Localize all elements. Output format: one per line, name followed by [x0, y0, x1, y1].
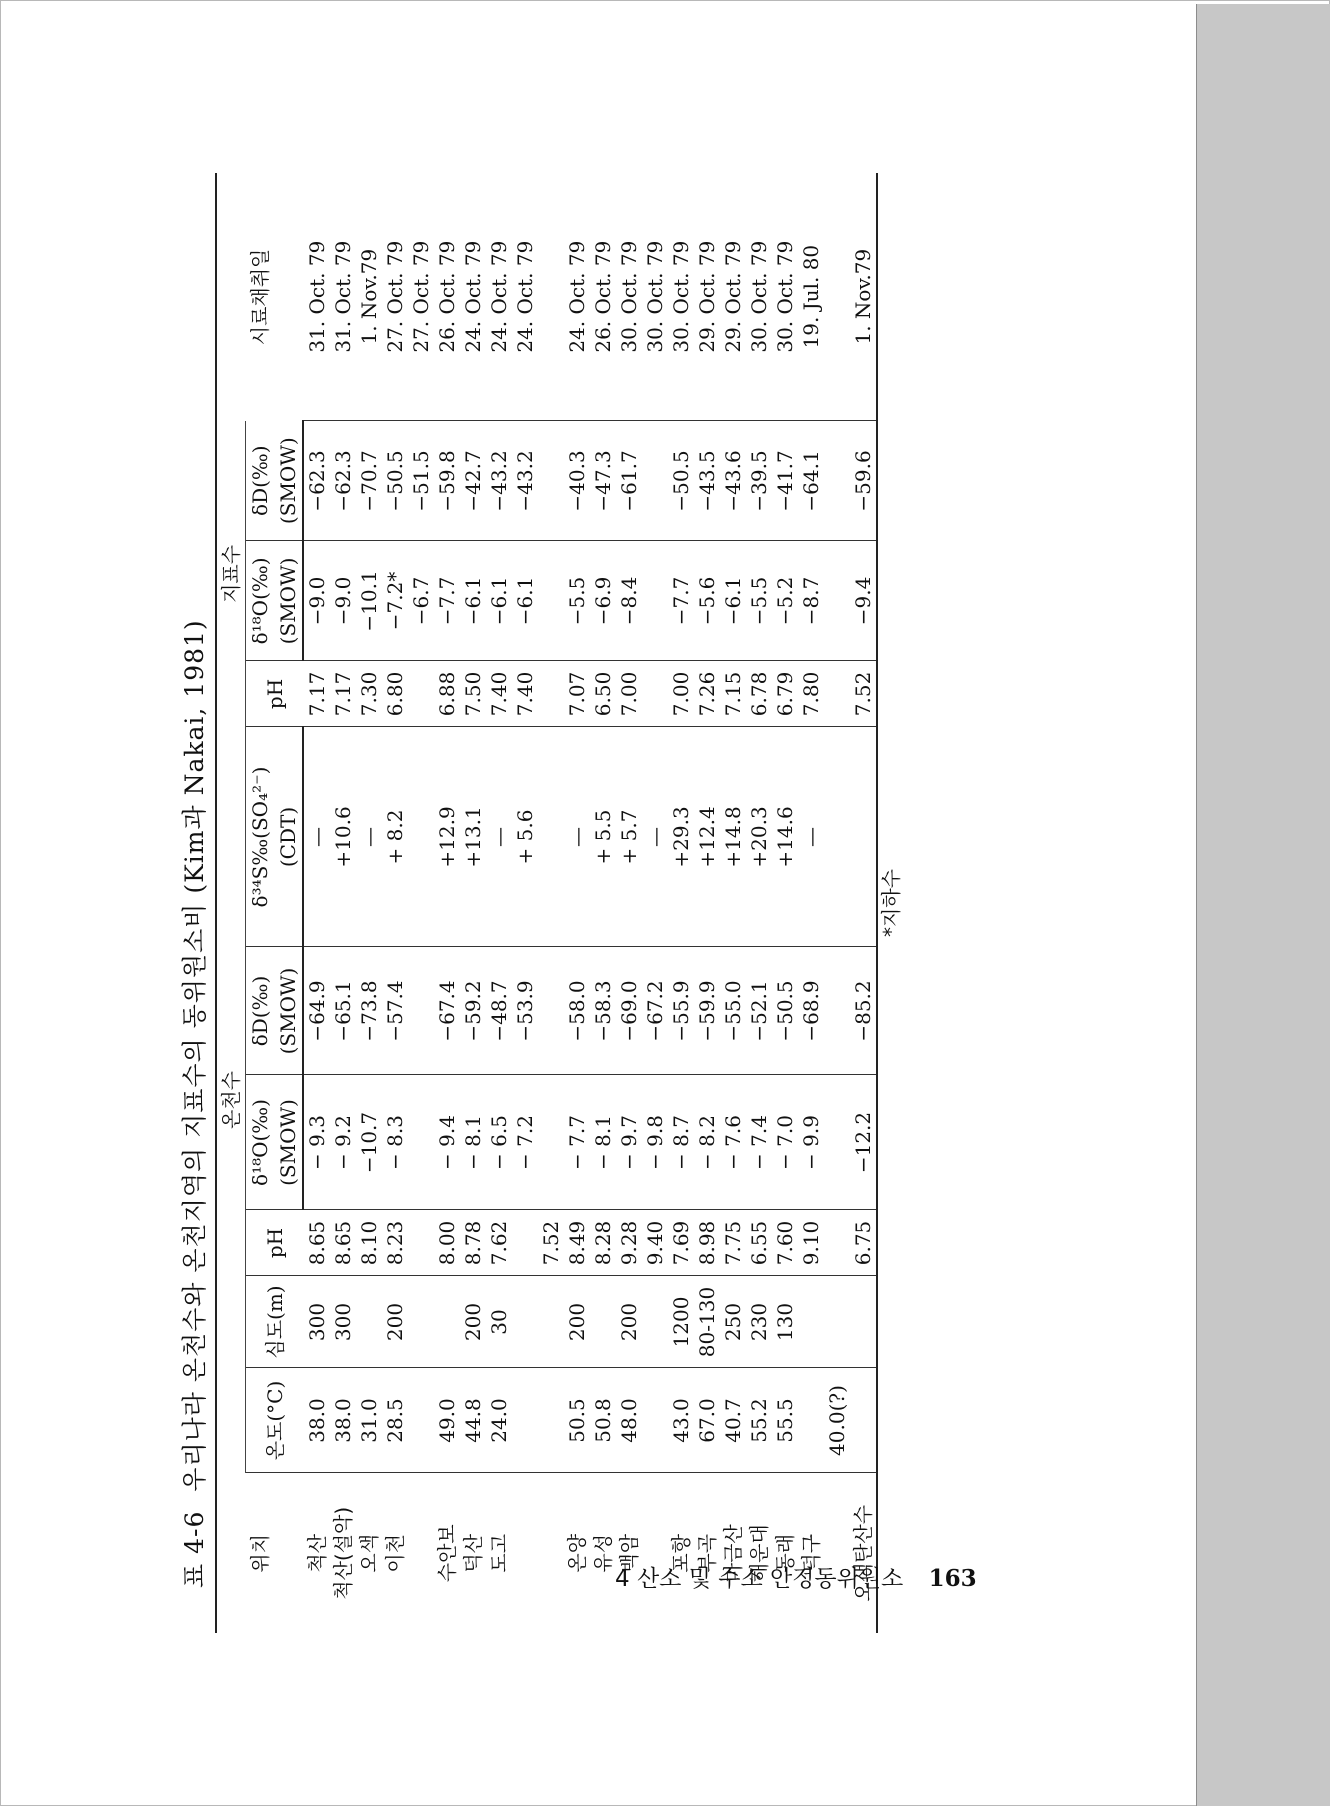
table-row	[668, 173, 694, 1633]
cell-temp: 38.0	[303, 1368, 330, 1473]
cell-date: 27. Oct. 79	[408, 173, 434, 421]
cell-surface-ph: 7.17	[330, 661, 356, 727]
header-dd: δD(‰)	[246, 947, 275, 1075]
cell-d18o: − 9.2	[330, 1075, 356, 1210]
table-row	[720, 173, 746, 1633]
cell-surface-d18o: −9.0	[303, 541, 330, 661]
header-surface-smow-1: (SMOW)	[274, 541, 303, 661]
cell-dd: −59.2	[460, 947, 486, 1075]
cell-depth	[850, 1276, 877, 1368]
cell-ph: 8.23	[382, 1210, 408, 1276]
cell-surface-ph: 6.80	[382, 661, 408, 727]
cell-date: 24. Oct. 79	[486, 173, 512, 421]
cell-temp	[538, 1368, 564, 1473]
header-group-row	[216, 173, 246, 1633]
cell-ph: 7.62	[486, 1210, 512, 1276]
table-row	[616, 173, 642, 1633]
cell-dd: −68.9	[798, 947, 824, 1075]
cell-dd: −64.9	[303, 947, 330, 1075]
cell-date: 31. Oct. 79	[303, 173, 330, 421]
table-row	[434, 173, 460, 1633]
cell-d18o: − 9.3	[303, 1075, 330, 1210]
header-group-hot-spring: 온천수	[216, 727, 246, 1473]
cell-d18o: − 8.1	[460, 1075, 486, 1210]
cell-location: 포항	[669, 1533, 693, 1573]
cell-d34s	[408, 727, 434, 947]
header-d34s: δ³⁴S‰(SO₄²⁻)	[246, 727, 275, 947]
page-number: 163	[928, 1565, 977, 1592]
cell-dd: −48.7	[486, 947, 512, 1075]
cell-d34s: +12.9	[434, 727, 460, 947]
cell-d18o: − 7.2	[512, 1075, 538, 1210]
cell-date: 24. Oct. 79	[460, 173, 486, 421]
cell-d18o	[538, 1075, 564, 1210]
cell-d34s: —	[356, 727, 382, 947]
book-spine-line	[1196, 4, 1197, 1806]
cell-location	[408, 1473, 434, 1633]
cell-surface-dd: −61.7	[616, 421, 642, 541]
cell-surface-dd	[824, 421, 850, 541]
cell-d18o: −12.2	[850, 1075, 877, 1210]
cell-surface-ph: 7.40	[512, 661, 538, 727]
cell-surface-ph: 7.07	[564, 661, 590, 727]
header-cdt: (CDT)	[274, 727, 303, 947]
table-row	[798, 173, 824, 1633]
cell-location: 척산(설악)	[331, 1506, 355, 1600]
cell-surface-d18o: −6.1	[720, 541, 746, 661]
header-surface-dd: δD(‰)	[246, 421, 275, 541]
cell-temp	[512, 1368, 538, 1473]
cell-surface-d18o: −7.7	[434, 541, 460, 661]
cell-d18o: − 7.7	[564, 1075, 590, 1210]
cell-d34s: —	[642, 727, 668, 947]
cell-surface-ph: 7.80	[798, 661, 824, 727]
cell-surface-dd: −42.7	[460, 421, 486, 541]
cell-d34s: + 5.5	[590, 727, 616, 947]
cell-depth: 200	[564, 1276, 590, 1368]
cell-location: 마금산	[721, 1524, 745, 1583]
cell-surface-dd: −43.6	[720, 421, 746, 541]
cell-d18o: − 8.2	[694, 1075, 720, 1210]
header-date: 시료채취일	[216, 173, 303, 421]
cell-d34s: +10.6	[330, 727, 356, 947]
cell-date: 31. Oct. 79	[330, 173, 356, 421]
cell-ph: 7.75	[720, 1210, 746, 1276]
header-surface-d18o: δ¹⁸O(‰)	[246, 541, 275, 661]
cell-ph: 6.55	[746, 1210, 772, 1276]
cell-dd	[538, 947, 564, 1075]
chapter-title: 4 산소 및 수소 안정동위원소	[615, 1566, 904, 1592]
cell-location	[512, 1473, 538, 1633]
cell-depth: 1200	[668, 1276, 694, 1368]
cell-ph: 8.65	[303, 1210, 330, 1276]
table-row	[642, 173, 668, 1633]
cell-surface-ph: 7.52	[850, 661, 877, 727]
cell-date: 30. Oct. 79	[642, 173, 668, 421]
cell-d18o: − 7.6	[720, 1075, 746, 1210]
cell-surface-ph: 7.00	[668, 661, 694, 727]
table-row	[460, 173, 486, 1633]
cell-surface-dd: −59.8	[434, 421, 460, 541]
cell-date: 27. Oct. 79	[382, 173, 408, 421]
cell-depth	[590, 1276, 616, 1368]
cell-surface-dd: −64.1	[798, 421, 824, 541]
cell-temp: 28.5	[382, 1368, 408, 1473]
cell-d34s: +20.3	[746, 727, 772, 947]
cell-location: 백암	[617, 1533, 641, 1573]
cell-surface-d18o: −6.7	[408, 541, 434, 661]
table-row	[590, 173, 616, 1633]
footnote-row	[877, 173, 904, 1633]
cell-surface-dd: −43.5	[694, 421, 720, 541]
cell-surface-ph: 7.50	[460, 661, 486, 727]
cell-ph	[824, 1210, 850, 1276]
cell-surface-ph	[408, 661, 434, 727]
cell-ph: 8.98	[694, 1210, 720, 1276]
cell-ph: 9.28	[616, 1210, 642, 1276]
cell-temp: 40.7	[720, 1368, 746, 1473]
cell-surface-ph: 7.00	[616, 661, 642, 727]
cell-depth: 130	[772, 1276, 798, 1368]
cell-d18o: − 8.7	[668, 1075, 694, 1210]
cell-temp: 55.2	[746, 1368, 772, 1473]
cell-depth	[512, 1276, 538, 1368]
book-side-edge	[1196, 4, 1330, 1806]
cell-ph	[408, 1210, 434, 1276]
header-smow-2: (SMOW)	[274, 947, 303, 1075]
cell-depth: 300	[303, 1276, 330, 1368]
table-row	[694, 173, 720, 1633]
cell-surface-dd: −51.5	[408, 421, 434, 541]
page-footer	[615, 1560, 1015, 1596]
cell-dd: −65.1	[330, 947, 356, 1075]
cell-location: 오색탄산수	[850, 1473, 877, 1633]
cell-location: 온양	[565, 1533, 589, 1573]
cell-temp: 67.0	[694, 1368, 720, 1473]
header-surface-ph: pH	[246, 661, 304, 727]
cell-d34s	[538, 727, 564, 947]
cell-surface-d18o: −5.2	[772, 541, 798, 661]
cell-dd: −69.0	[616, 947, 642, 1075]
cell-location	[642, 1473, 668, 1633]
cell-d34s: —	[486, 727, 512, 947]
cell-temp: 48.0	[616, 1368, 642, 1473]
cell-date: 19. Jul. 80	[798, 173, 824, 421]
cell-ph: 9.10	[798, 1210, 824, 1276]
cell-ph: 6.75	[850, 1210, 877, 1276]
cell-depth: 200	[382, 1276, 408, 1368]
cell-d34s: +12.4	[694, 727, 720, 947]
table-row	[772, 173, 798, 1633]
cell-surface-dd	[642, 421, 668, 541]
cell-d34s: +14.6	[772, 727, 798, 947]
cell-d18o	[824, 1075, 850, 1210]
cell-surface-d18o: −6.1	[460, 541, 486, 661]
cell-depth: 230	[746, 1276, 772, 1368]
cell-surface-d18o	[538, 541, 564, 661]
cell-surface-dd: −47.3	[590, 421, 616, 541]
cell-surface-ph: 7.15	[720, 661, 746, 727]
cell-date: 30. Oct. 79	[746, 173, 772, 421]
table-caption: 우리나라 온천수와 온천지역의 지표수의 동위원소비 (Kim과 Nakai, 1981)	[180, 619, 209, 1492]
cell-temp	[798, 1368, 824, 1473]
table-row	[538, 173, 564, 1633]
cell-ph: 8.10	[356, 1210, 382, 1276]
cell-ph: 8.49	[564, 1210, 590, 1276]
table-row	[356, 173, 382, 1633]
cell-location	[824, 1473, 850, 1633]
cell-d34s	[824, 727, 850, 947]
cell-surface-dd: −40.3	[564, 421, 590, 541]
cell-d18o: − 6.5	[486, 1075, 512, 1210]
cell-ph	[512, 1210, 538, 1276]
cell-d34s: +14.8	[720, 727, 746, 947]
cell-surface-d18o	[824, 541, 850, 661]
cell-d34s: +13.1	[460, 727, 486, 947]
cell-temp: 50.8	[590, 1368, 616, 1473]
header-d18o: δ¹⁸O(‰)	[246, 1075, 275, 1210]
cell-dd	[824, 947, 850, 1075]
cell-surface-dd: −50.5	[382, 421, 408, 541]
cell-location: 오색	[357, 1533, 381, 1573]
table-row	[382, 173, 408, 1633]
cell-depth	[538, 1276, 564, 1368]
cell-date: 24. Oct. 79	[512, 173, 538, 421]
cell-dd: −67.2	[642, 947, 668, 1075]
rotated-table-region	[175, 138, 1075, 1738]
cell-surface-d18o: −6.1	[486, 541, 512, 661]
cell-location: 해운대	[747, 1524, 771, 1583]
cell-date: 26. Oct. 79	[590, 173, 616, 421]
header-group-surface: 지표수	[216, 421, 246, 727]
cell-temp: 50.5	[564, 1368, 590, 1473]
table-row	[850, 173, 877, 1633]
cell-date: 29. Oct. 79	[694, 173, 720, 421]
cell-ph: 7.60	[772, 1210, 798, 1276]
cell-location: 도고	[487, 1533, 511, 1573]
cell-d34s: + 5.7	[616, 727, 642, 947]
cell-temp: 49.0	[434, 1368, 460, 1473]
cell-surface-ph: 7.17	[303, 661, 330, 727]
cell-depth: 300	[330, 1276, 356, 1368]
cell-surface-dd: −59.6	[850, 421, 877, 541]
cell-location: 유성	[591, 1533, 615, 1573]
cell-dd: −73.8	[356, 947, 382, 1075]
cell-dd: −53.9	[512, 947, 538, 1075]
cell-date: 30. Oct. 79	[616, 173, 642, 421]
cell-surface-ph: 6.88	[434, 661, 460, 727]
cell-surface-ph: 7.30	[356, 661, 382, 727]
cell-dd: −57.4	[382, 947, 408, 1075]
cell-surface-d18o	[642, 541, 668, 661]
cell-d18o: −10.7	[356, 1075, 382, 1210]
cell-surface-ph	[824, 661, 850, 727]
cell-date: 24. Oct. 79	[564, 173, 590, 421]
cell-d18o: − 8.1	[590, 1075, 616, 1210]
table-row	[512, 173, 538, 1633]
cell-temp	[408, 1368, 434, 1473]
cell-depth	[408, 1276, 434, 1368]
cell-surface-ph	[538, 661, 564, 727]
header-temp: 온도(°C)	[246, 1368, 304, 1473]
table-number: 표 4-6	[180, 1510, 209, 1588]
cell-date	[538, 173, 564, 421]
table-row	[486, 173, 512, 1633]
header-surface-smow-2: (SMOW)	[274, 421, 303, 541]
cell-depth: 200	[460, 1276, 486, 1368]
cell-location: 척산	[304, 1533, 329, 1573]
cell-dd: −85.2	[850, 947, 877, 1075]
cell-d18o: − 9.7	[616, 1075, 642, 1210]
cell-surface-d18o: −7.7	[668, 541, 694, 661]
cell-location: 덕구	[799, 1533, 823, 1573]
cell-surface-d18o: −9.4	[850, 541, 877, 661]
cell-surface-dd: −50.5	[668, 421, 694, 541]
cell-ph: 8.28	[590, 1210, 616, 1276]
header-smow-1: (SMOW)	[274, 1075, 303, 1210]
cell-depth	[798, 1276, 824, 1368]
cell-depth	[824, 1276, 850, 1368]
cell-d34s	[850, 727, 877, 947]
cell-surface-d18o: −9.0	[330, 541, 356, 661]
cell-d34s: + 8.2	[382, 727, 408, 947]
cell-date: 30. Oct. 79	[772, 173, 798, 421]
table-row	[564, 173, 590, 1633]
cell-temp: 24.0	[486, 1368, 512, 1473]
cell-location	[538, 1473, 564, 1633]
cell-location: 동래	[773, 1533, 797, 1573]
cell-surface-ph: 7.26	[694, 661, 720, 727]
cell-location: 부곡	[695, 1533, 719, 1573]
cell-depth: 30	[486, 1276, 512, 1368]
table-body	[303, 173, 904, 1633]
cell-d18o: − 7.0	[772, 1075, 798, 1210]
cell-d34s: + 5.6	[512, 727, 538, 947]
cell-ph: 8.78	[460, 1210, 486, 1276]
cell-depth: 250	[720, 1276, 746, 1368]
cell-dd: −52.1	[746, 947, 772, 1075]
cell-location: 이천	[383, 1533, 407, 1573]
cell-date: 1. Nov.79	[356, 173, 382, 421]
cell-surface-ph: 6.50	[590, 661, 616, 727]
cell-d34s: —	[798, 727, 824, 947]
cell-dd: −55.9	[668, 947, 694, 1075]
cell-temp: 31.0	[356, 1368, 382, 1473]
cell-d18o: − 8.3	[382, 1075, 408, 1210]
cell-ph: 9.40	[642, 1210, 668, 1276]
cell-depth: 80-130	[694, 1276, 720, 1368]
cell-surface-d18o: −8.4	[616, 541, 642, 661]
cell-date: 1. Nov.79	[850, 173, 877, 421]
cell-surface-d18o: −6.9	[590, 541, 616, 661]
cell-dd: −55.0	[720, 947, 746, 1075]
cell-d34s: —	[303, 727, 330, 947]
table-row	[330, 173, 356, 1633]
cell-temp: 44.8	[460, 1368, 486, 1473]
cell-d34s: —	[564, 727, 590, 947]
cell-surface-ph: 7.40	[486, 661, 512, 727]
cell-d34s: +29.3	[668, 727, 694, 947]
cell-surface-dd: −43.2	[512, 421, 538, 541]
cell-ph: 7.69	[668, 1210, 694, 1276]
cell-surface-d18o: −10.1	[356, 541, 382, 661]
cell-dd: −58.3	[590, 947, 616, 1075]
cell-depth	[356, 1276, 382, 1368]
cell-temp	[642, 1368, 668, 1473]
cell-d18o	[408, 1075, 434, 1210]
header-location: 위치	[216, 1473, 303, 1633]
cell-surface-ph: 6.79	[772, 661, 798, 727]
cell-ph: 7.52	[538, 1210, 564, 1276]
footnote: *지하수	[879, 868, 903, 937]
cell-date: 26. Oct. 79	[434, 173, 460, 421]
cell-surface-dd	[538, 421, 564, 541]
cell-date: 30. Oct. 79	[668, 173, 694, 421]
cell-surface-dd: −70.7	[356, 421, 382, 541]
cell-surface-d18o: −5.5	[564, 541, 590, 661]
cell-depth	[642, 1276, 668, 1368]
cell-dd: −59.9	[694, 947, 720, 1075]
table-row	[303, 173, 330, 1633]
cell-depth: 200	[616, 1276, 642, 1368]
cell-depth	[434, 1276, 460, 1368]
table-row	[746, 173, 772, 1633]
cell-temp: 40.0(?)	[824, 1368, 850, 1473]
cell-surface-dd: −62.3	[330, 421, 356, 541]
cell-surface-d18o: −6.1	[512, 541, 538, 661]
cell-dd	[408, 947, 434, 1075]
cell-date	[824, 173, 850, 421]
cell-surface-d18o: −5.6	[694, 541, 720, 661]
cell-surface-ph	[642, 661, 668, 727]
cell-ph: 8.00	[434, 1210, 460, 1276]
cell-temp: 43.0	[668, 1368, 694, 1473]
cell-surface-dd: −41.7	[772, 421, 798, 541]
cell-date: 29. Oct. 79	[720, 173, 746, 421]
cell-temp	[850, 1368, 877, 1473]
cell-d18o: − 9.9	[798, 1075, 824, 1210]
table-title	[175, 488, 209, 1588]
cell-surface-dd: −43.2	[486, 421, 512, 541]
cell-d18o: − 7.4	[746, 1075, 772, 1210]
cell-ph: 8.65	[330, 1210, 356, 1276]
cell-dd: −58.0	[564, 947, 590, 1075]
cell-temp: 38.0	[330, 1368, 356, 1473]
cell-dd: −67.4	[434, 947, 460, 1075]
cell-temp: 55.5	[772, 1368, 798, 1473]
cell-surface-dd: −39.5	[746, 421, 772, 541]
header-depth: 심도(m)	[246, 1276, 304, 1368]
cell-surface-d18o: −8.7	[798, 541, 824, 661]
cell-location: 덕산	[461, 1533, 485, 1573]
isotope-table	[215, 173, 904, 1633]
table-row	[824, 173, 850, 1633]
cell-surface-dd: −62.3	[303, 421, 330, 541]
cell-dd: −50.5	[772, 947, 798, 1075]
cell-surface-d18o: −5.5	[746, 541, 772, 661]
header-ph: pH	[246, 1210, 304, 1276]
table-row	[408, 173, 434, 1633]
cell-surface-ph: 6.78	[746, 661, 772, 727]
cell-surface-d18o: −7.2*	[382, 541, 408, 661]
cell-d18o: − 9.4	[434, 1075, 460, 1210]
cell-location: 수안보	[435, 1524, 459, 1583]
cell-d18o: − 9.8	[642, 1075, 668, 1210]
